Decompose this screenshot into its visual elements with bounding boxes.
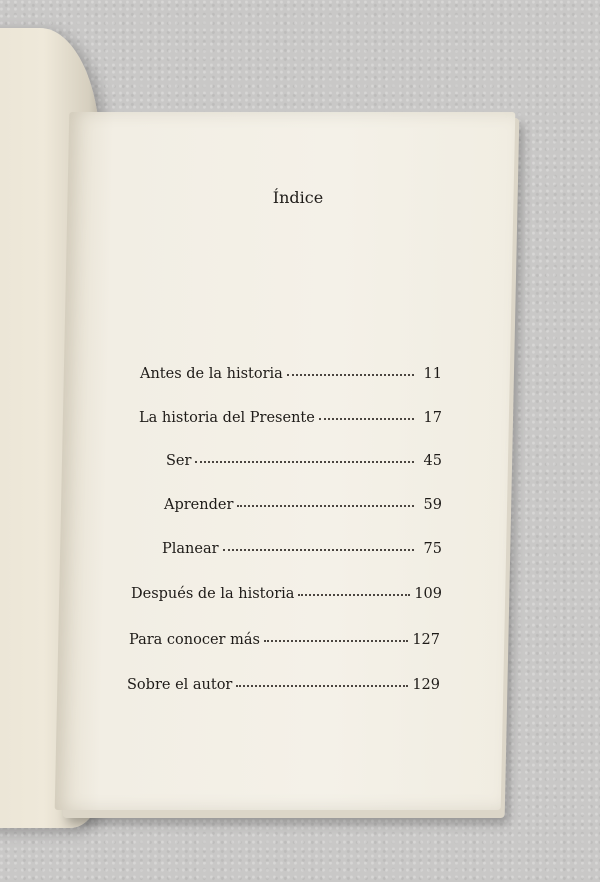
toc-entry-label: Sobre el autor (127, 677, 233, 693)
toc-entry-page: 75 (423, 541, 442, 557)
toc-entry-label: Para conocer más (129, 632, 260, 648)
toc-entry (140, 366, 442, 386)
toc-entry-label: Antes de la historia (140, 366, 283, 382)
dot-leader (236, 685, 408, 687)
toc-entry-label: Ser (166, 453, 192, 469)
toc-entry (131, 586, 442, 606)
toc-entry-page: 127 (412, 632, 440, 648)
toc-entry-label: Planear (162, 541, 219, 557)
dot-leader (195, 461, 414, 463)
dot-leader (237, 505, 414, 507)
dot-leader (264, 640, 408, 642)
toc-entry (139, 410, 442, 430)
dot-leader (298, 594, 410, 596)
page-title: Índice (272, 188, 324, 207)
toc-entry-label: Después de la historia (131, 586, 295, 602)
toc-entry-page: 11 (423, 366, 442, 382)
toc-entry-label: Aprender (164, 497, 234, 513)
dot-leader (319, 418, 414, 420)
toc-entry-page: 45 (423, 453, 442, 469)
toc-entry-page: 109 (414, 586, 442, 602)
toc-entry-page: 59 (423, 497, 442, 513)
toc-entry (162, 541, 442, 561)
toc-entry (164, 497, 442, 517)
toc-entry (166, 453, 442, 473)
toc-entry-page: 129 (412, 677, 440, 693)
dot-leader (287, 374, 414, 376)
toc-entry (127, 677, 440, 697)
toc-entry-page: 17 (423, 410, 442, 426)
dot-leader (223, 549, 414, 551)
toc-entry (129, 632, 440, 652)
toc-entry-label: La historia del Presente (139, 410, 315, 426)
